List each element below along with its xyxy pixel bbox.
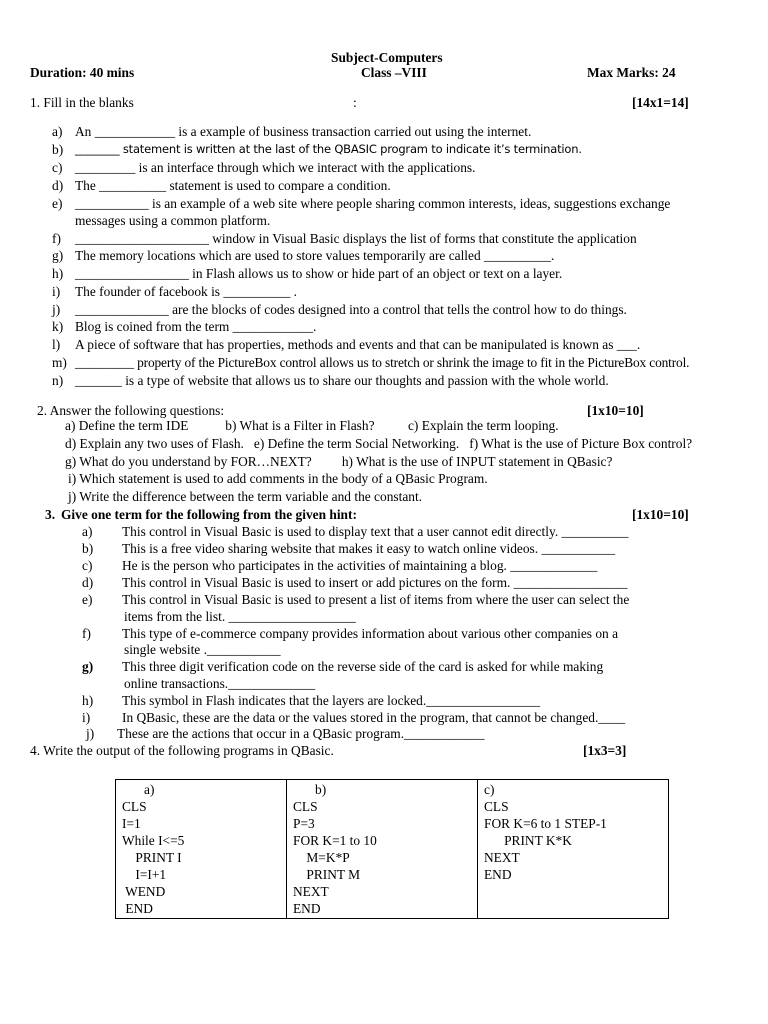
item-label: d) bbox=[52, 178, 64, 193]
max-marks-label: Max Marks: 24 bbox=[587, 65, 676, 80]
code-line: WEND bbox=[122, 884, 166, 899]
code-line: M=K*P bbox=[293, 850, 350, 865]
section3-marks: [1x10=10] bbox=[632, 507, 689, 522]
item-label: i) bbox=[52, 284, 61, 299]
item-label: d) bbox=[82, 575, 94, 590]
code-line: CLS bbox=[293, 799, 318, 814]
code-line: P=3 bbox=[293, 816, 315, 831]
program-label: a) bbox=[144, 782, 155, 797]
section2-marks: [1x10=10] bbox=[587, 403, 644, 418]
code-line: PRINT M bbox=[293, 867, 361, 882]
program-a-cell bbox=[116, 780, 287, 919]
item-text: This control in Visual Basic is used to present a list of items from where the user can select the bbox=[122, 592, 630, 607]
item-label: c) bbox=[52, 160, 63, 175]
code-line: FOR K=6 to 1 STEP-1 bbox=[484, 816, 607, 831]
section3-title: Give one term for the following from the given hint: bbox=[61, 507, 357, 522]
item-label: l) bbox=[52, 337, 61, 352]
code-line: While I<=5 bbox=[122, 833, 185, 848]
code-line: END bbox=[122, 901, 153, 916]
duration-label: Duration: 40 mins bbox=[30, 65, 135, 80]
item-label: a) bbox=[82, 524, 93, 539]
item-text: This control in Visual Basic is used to insert or add pictures on the form. _________________ bbox=[122, 575, 628, 590]
code-line: PRINT K*K bbox=[484, 833, 572, 848]
item-label: m) bbox=[52, 355, 67, 370]
item-text: He is the person who participates in the activities of maintaining a blog. _____________ bbox=[122, 558, 598, 573]
section4-title: 4. Write the output of the following programs in QBasic. bbox=[30, 743, 334, 758]
item-label: h) bbox=[82, 693, 94, 708]
item-label: f) bbox=[52, 231, 61, 246]
item-text: ____________________ window in Visual Basic displays the list of forms that constitute the application bbox=[75, 231, 637, 246]
item-label: g) bbox=[82, 659, 94, 674]
item-label: e) bbox=[52, 196, 63, 211]
item-label: e) bbox=[82, 592, 93, 607]
program-label: c) bbox=[484, 782, 495, 797]
code-line: NEXT bbox=[484, 850, 520, 865]
question-line: a) Define the term IDE b) What is a Filter in Flash? c) Explain the term looping. bbox=[65, 418, 559, 433]
code-line: I=1 bbox=[122, 816, 141, 831]
question-line: j) Write the difference between the term variable and the constant. bbox=[68, 489, 423, 504]
item-text: ________ statement is written at the last of the QBASIC program to indicate it’s termination. bbox=[75, 142, 582, 156]
question-line: g) What do you understand by FOR…NEXT? h) What is the use of INPUT statement in QBasic? bbox=[65, 454, 613, 469]
item-text: The memory locations which are used to store values temporarily are called __________. bbox=[75, 248, 555, 263]
item-label: a) bbox=[52, 124, 63, 139]
item-text: These are the actions that occur in a QBasic program.____________ bbox=[117, 726, 485, 741]
item-text: items from the list. ___________________ bbox=[124, 609, 356, 624]
item-text: _________ property of the PictureBox control allows us to stretch or shrink the image to fit in the PictureBox control. bbox=[75, 355, 690, 370]
item-text: _________________ in Flash allows us to show or hide part of an object or text on a layer. bbox=[75, 266, 563, 281]
item-label: j) bbox=[52, 302, 61, 317]
section1-marks: [14x1=14] bbox=[632, 95, 689, 110]
section4-marks: [1x3=3] bbox=[583, 743, 627, 758]
section3-number: 3. bbox=[45, 507, 56, 522]
item-text: This is a free video sharing website that makes it easy to watch online videos. ___________ bbox=[122, 541, 616, 556]
item-label: b) bbox=[52, 142, 64, 157]
class-label: Class –VIII bbox=[361, 65, 427, 80]
item-text: online transactions._____________ bbox=[124, 676, 316, 691]
item-label: j) bbox=[86, 726, 95, 741]
item-text: The __________ statement is used to compare a condition. bbox=[75, 178, 391, 193]
section2-title: 2. Answer the following questions: bbox=[37, 403, 225, 418]
item-text: messages using a common platform. bbox=[75, 213, 271, 228]
program-b-cell bbox=[287, 780, 478, 919]
code-line: NEXT bbox=[293, 884, 329, 899]
item-label: n) bbox=[52, 373, 64, 388]
item-text: This three digit verification code on the reverse side of the card is asked for while making bbox=[122, 659, 604, 674]
item-text: _______ is a type of website that allows us to share our thoughts and passion with the whole world. bbox=[75, 373, 609, 388]
item-text: ______________ are the blocks of codes designed into a control that tells the control how to do things. bbox=[75, 302, 627, 317]
question-line: i) Which statement is used to add comments in the body of a QBasic Program. bbox=[68, 471, 488, 486]
programs-table bbox=[115, 779, 669, 919]
item-text: Blog is coined from the term ____________. bbox=[75, 319, 317, 334]
item-label: b) bbox=[82, 541, 94, 556]
item-text: This control in Visual Basic is used to display text that a user cannot edit directly. __________ bbox=[122, 524, 629, 539]
subject-heading: Subject-Computers bbox=[331, 50, 443, 65]
code-line: END bbox=[484, 867, 512, 882]
section1-colon: : bbox=[353, 95, 357, 110]
item-text: ___________ is an example of a web site where people sharing common interests, ideas, suggestions exchange bbox=[75, 196, 671, 211]
item-text: _________ is an interface through which we interact with the applications. bbox=[75, 160, 476, 175]
item-text: A piece of software that has properties, methods and events and that can be manipulated is known as ___. bbox=[75, 337, 641, 352]
item-label: k) bbox=[52, 319, 64, 334]
program-c-cell bbox=[478, 780, 669, 919]
item-text: The founder of facebook is __________ . bbox=[75, 284, 298, 299]
question-line: d) Explain any two uses of Flash. e) Define the term Social Networking. f) What is the use of Picture Box control? bbox=[65, 436, 693, 451]
item-text: An ____________ is a example of business transaction carried out using the internet. bbox=[75, 124, 532, 139]
code-line: I=I+1 bbox=[122, 867, 167, 882]
program-label: b) bbox=[315, 782, 327, 797]
item-label: g) bbox=[52, 248, 64, 263]
code-line: PRINT I bbox=[122, 850, 182, 865]
item-text: single website .___________ bbox=[124, 642, 281, 657]
item-label: c) bbox=[82, 558, 93, 573]
section1-title: 1. Fill in the blanks bbox=[30, 95, 134, 110]
code-line: END bbox=[293, 901, 321, 916]
item-label: i) bbox=[82, 710, 91, 725]
code-line: CLS bbox=[484, 799, 509, 814]
item-text: In QBasic, these are the data or the values stored in the program, that cannot be changed.____ bbox=[122, 710, 626, 725]
item-label: f) bbox=[82, 626, 91, 641]
code-line: FOR K=1 to 10 bbox=[293, 833, 377, 848]
item-text: This type of e-commerce company provides information about various other companies on a bbox=[122, 626, 619, 641]
code-line: CLS bbox=[122, 799, 147, 814]
item-label: h) bbox=[52, 266, 64, 281]
item-text: This symbol in Flash indicates that the layers are locked._________________ bbox=[122, 693, 541, 708]
